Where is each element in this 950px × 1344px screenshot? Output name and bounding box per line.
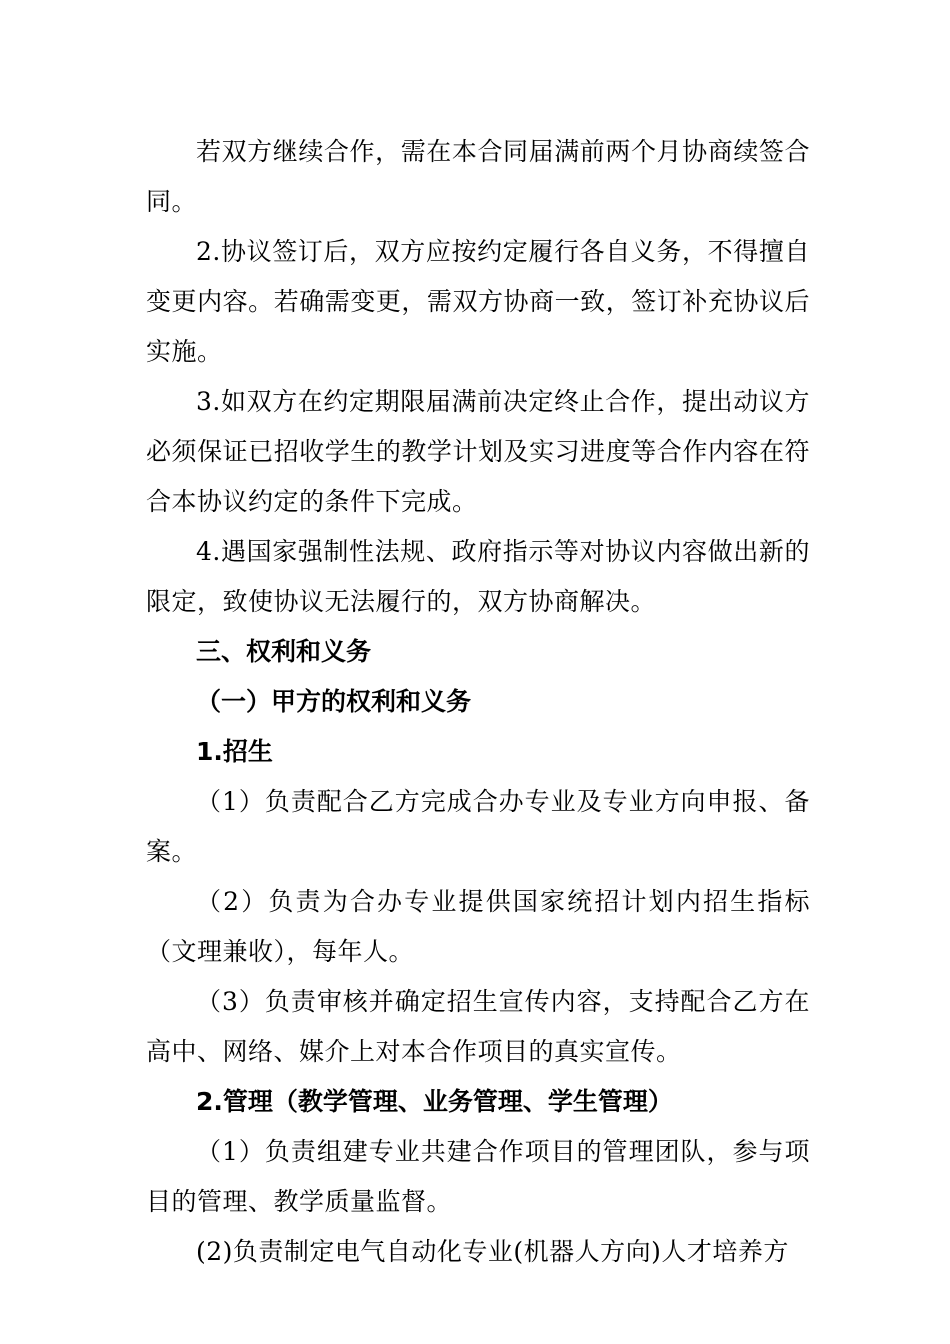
paragraph-renewal: 若双方继续合作，需在本合同届满前两个月协商续签合同。 xyxy=(146,137,810,216)
paragraph-enrollment-3: （3）负责审核并确定招生宣传内容，支持配合乙方在高中、网络、媒介上对本合作项目的真实宣传。 xyxy=(146,987,810,1066)
document-body xyxy=(146,127,810,1277)
paragraph-clause-2: 2.协议签订后，双方应按约定履行各自义务，不得擅自变更内容。若确需变更，需双方协商一致，签订补充协议后实施。 xyxy=(146,237,810,366)
paragraph-management-2: (2)负责制定电气自动化专业(机器人方向)人才培养方 xyxy=(196,1237,789,1266)
item-heading-enrollment: 1.招生 xyxy=(196,737,273,766)
subsection-heading-party-a: （一）甲方的权利和义务 xyxy=(196,687,472,716)
section-heading-rights: 三、权利和义务 xyxy=(196,637,372,666)
item-heading-management: 2.管理（教学管理、业务管理、学生管理） xyxy=(196,1087,673,1116)
paragraph-enrollment-2: （2）负责为合办专业提供国家统招计划内招生指标（文理兼收），每年人。 xyxy=(146,887,810,966)
paragraph-management-1: （1）负责组建专业共建合作项目的管理团队，参与项目的管理、教学质量监督。 xyxy=(146,1137,810,1216)
paragraph-clause-4: 4.遇国家强制性法规、政府指示等对协议内容做出新的限定，致使协议无法履行的，双方协商解决。 xyxy=(146,537,810,616)
paragraph-enrollment-1: （1）负责配合乙方完成合办专业及专业方向申报、备案。 xyxy=(146,787,810,866)
paragraph-clause-3: 3.如双方在约定期限届满前决定终止合作，提出动议方必须保证已招收学生的教学计划及实习进度等合作内容在符合本协议约定的条件下完成。 xyxy=(146,387,810,516)
